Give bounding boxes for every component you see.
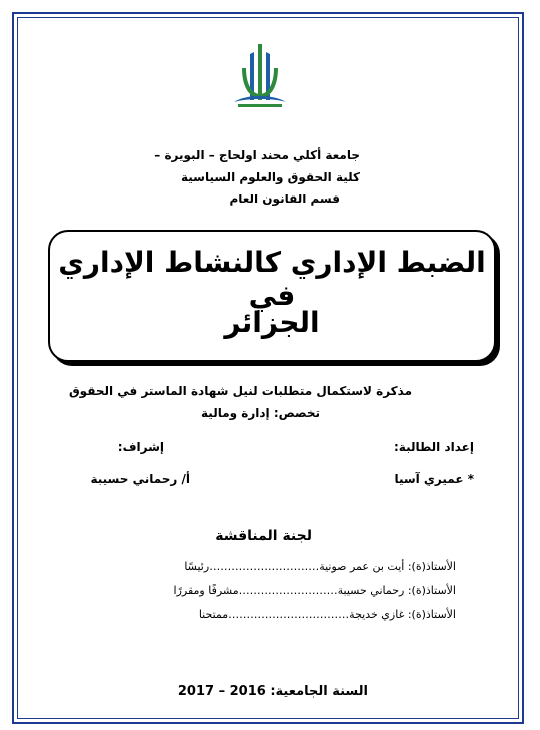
- member-role: مشرفًا ومقررًا: [173, 584, 239, 597]
- committee-member-row: [174, 584, 456, 597]
- thesis-purpose: مذكرة لاستكمال متطلبات لنيل شهادة الماستر في الحقوق: [68, 384, 412, 398]
- academic-year: السنة الجامعية: 2016 – 2017: [177, 684, 368, 699]
- thesis-title-line2: الجزائر: [224, 306, 320, 339]
- department-name: قسم القانون العام: [229, 192, 340, 206]
- student-name: * عميري آسيا: [394, 472, 474, 486]
- member-dots: ……………………………: [228, 608, 350, 621]
- title-box: [48, 230, 496, 362]
- committee-member-row: [184, 560, 456, 573]
- member-name: الأستاذ(ة): أيت بن عمر صونية: [319, 560, 456, 573]
- member-dots: ………………………: [238, 584, 338, 597]
- member-dots: …………………………: [209, 560, 320, 573]
- thesis-title-line1: الضبط الإداري كالنشاط الإداري في: [58, 246, 486, 312]
- faculty-name: كلية الحقوق والعلوم السياسية: [180, 170, 360, 184]
- committee-heading: لجنة المناقشة: [215, 528, 312, 544]
- committee-member-row: [199, 608, 456, 621]
- university-name: جامعة أكلي محند اولحاج – البويرة –: [154, 148, 360, 162]
- supervisor-label: إشراف:: [117, 440, 164, 454]
- member-name: الأستاذ(ة): غازي خديجة: [349, 608, 456, 621]
- supervisor-name: أ/ رحماني حسيبة: [90, 472, 190, 486]
- thesis-specialty: تخصص: إدارة ومالية: [201, 406, 320, 420]
- member-role: ممتحنا: [198, 608, 229, 621]
- university-logo: [228, 40, 292, 110]
- student-label: إعداد الطالبة:: [394, 440, 474, 454]
- member-name: الأستاذ(ة): رحماني حسيبة: [337, 584, 456, 597]
- member-role: رئيسًا: [184, 560, 210, 573]
